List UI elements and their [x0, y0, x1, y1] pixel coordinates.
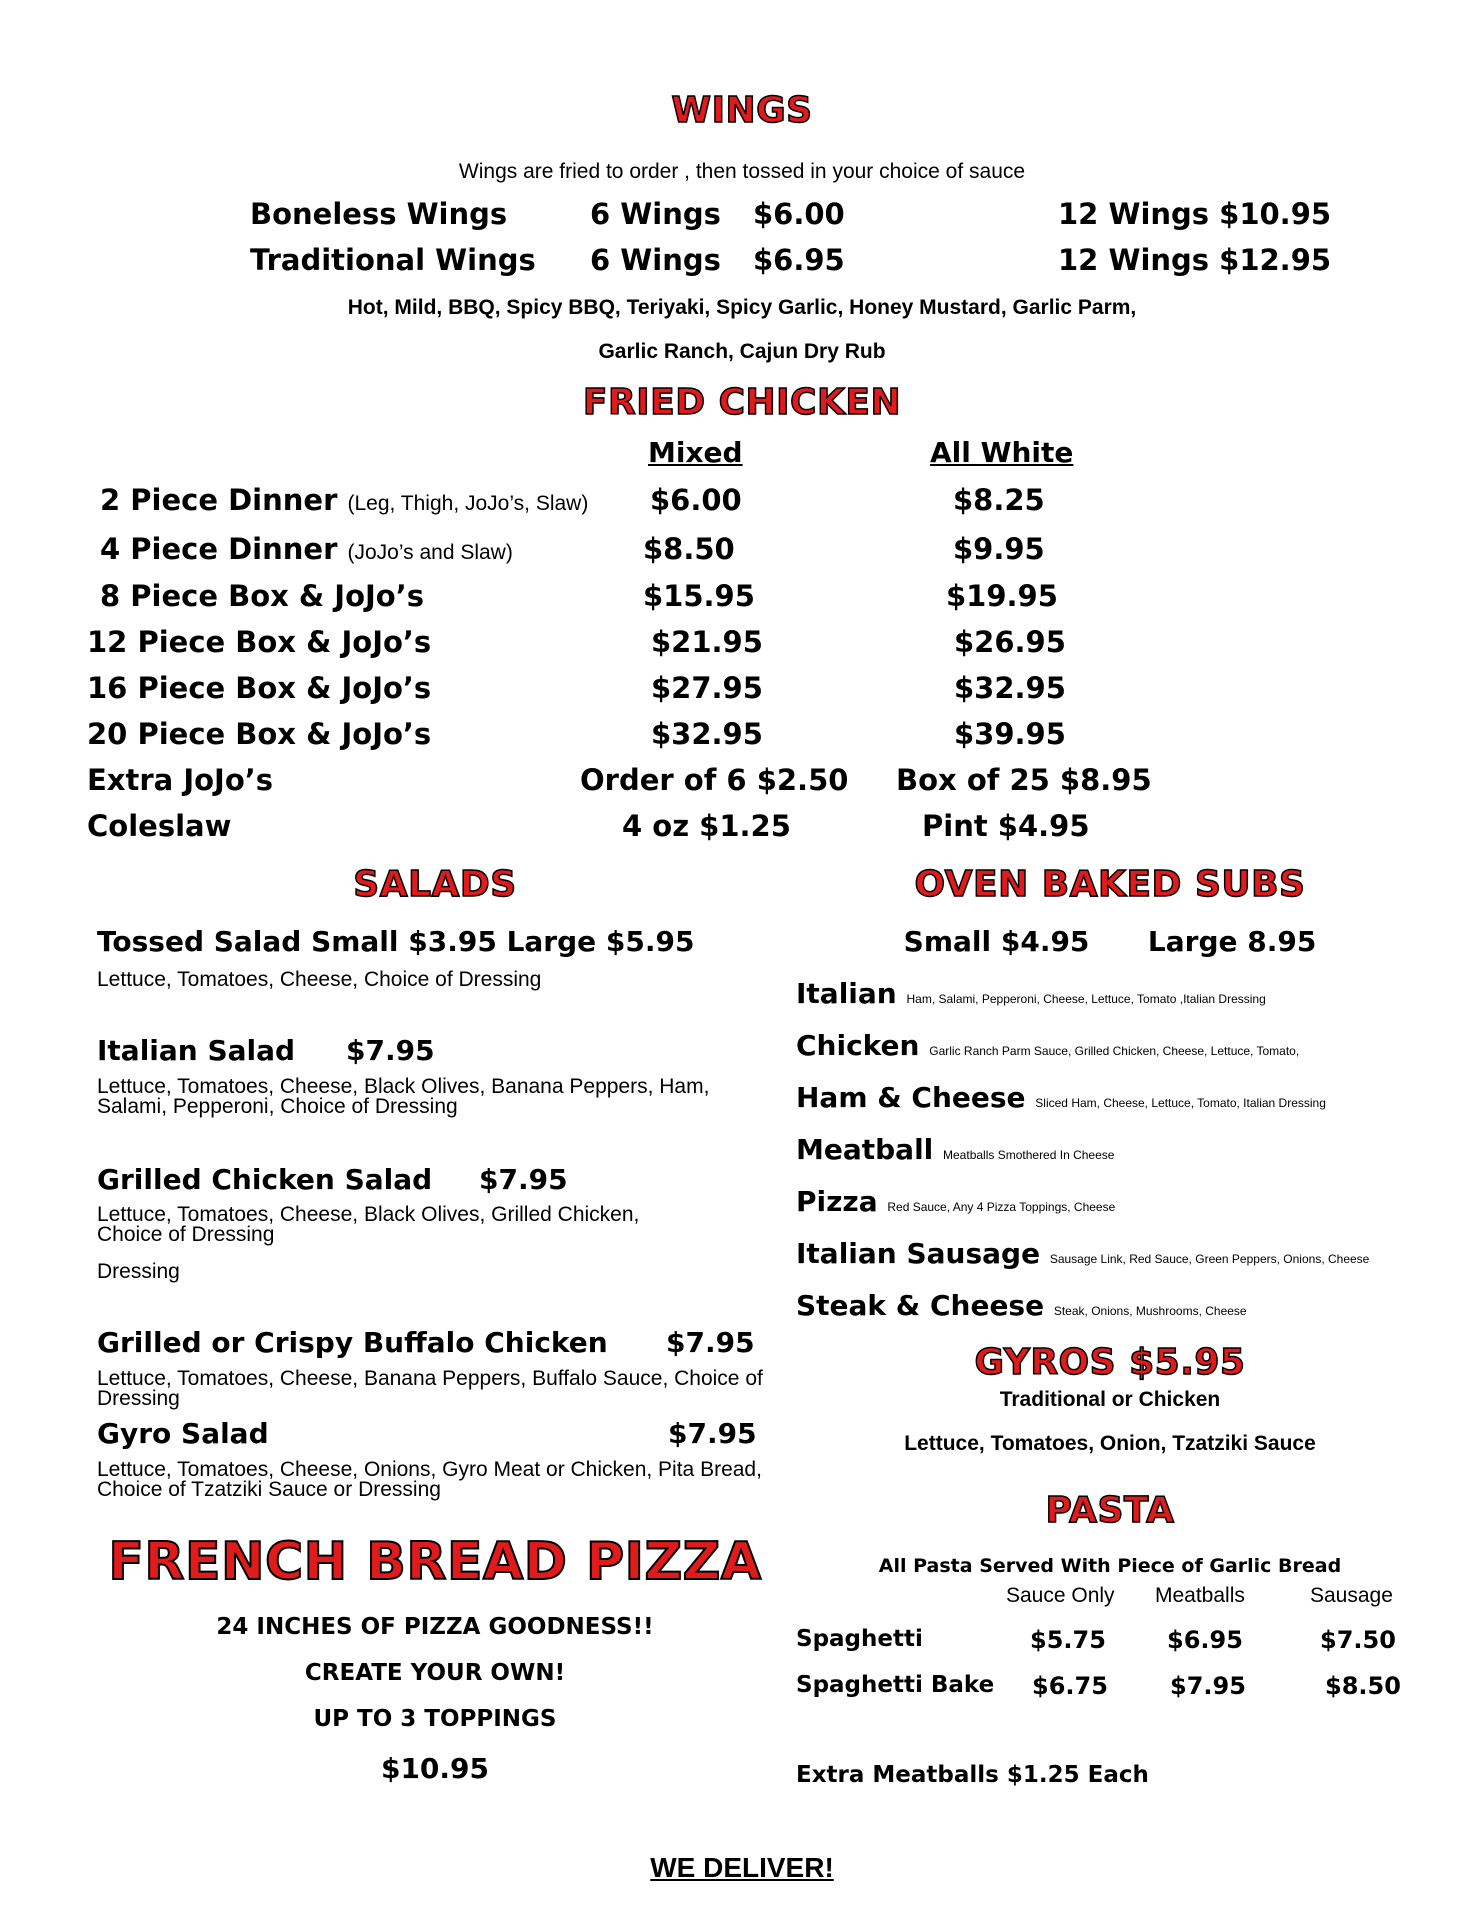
chicken-white-price: $19.95: [946, 579, 1058, 613]
chicken-mixed-price: $15.95: [643, 579, 755, 613]
chicken-item-name: 12 Piece Box & JoJo’s: [87, 625, 432, 659]
chicken-white-price: $9.95: [953, 532, 1045, 566]
gyros-line2: Lettuce, Tomatoes, Onion, Tzatziki Sauce: [904, 1432, 1316, 1455]
sub-item: [796, 1289, 1247, 1322]
salads-title: SALADS: [353, 864, 517, 905]
pasta-price: $8.50: [1325, 1672, 1401, 1700]
sub-name: Italian Sausage: [796, 1237, 1041, 1270]
sub-item: [796, 1237, 1369, 1270]
chicken-item-name: Extra JoJo’s: [87, 763, 274, 797]
chicken-white-price: $32.95: [954, 671, 1066, 705]
col-white-header: All White: [930, 436, 1074, 469]
chicken-item-name: 4 Piece Dinner: [100, 532, 338, 566]
salad-desc: Lettuce, Tomatoes, Cheese, Black Olives, Grilled Chicken, Choice of Dressing: [97, 1203, 640, 1246]
sub-name: Steak & Cheese: [796, 1289, 1045, 1322]
sub-desc: Red Sauce, Any 4 Pizza Toppings, Cheese: [887, 1200, 1116, 1214]
wings-row-large: 12 Wings $12.95: [1058, 243, 1332, 277]
salad-price: $7.95: [346, 1034, 435, 1067]
sub-name: Italian: [796, 977, 897, 1010]
sub-item: [796, 1029, 1299, 1062]
salad-price: $7.95: [668, 1417, 757, 1450]
chicken-item-note: (JoJo’s and Slaw): [347, 541, 513, 564]
wings-row-large: 12 Wings $10.95: [1058, 197, 1332, 231]
pasta-item-name: Spaghetti: [796, 1626, 923, 1652]
chicken-item: [100, 483, 588, 517]
chicken-mixed-price: $32.95: [651, 717, 763, 751]
pasta-price: $7.50: [1320, 1626, 1396, 1654]
sub-desc: Steak, Onions, Mushrooms, Cheese: [1053, 1304, 1247, 1318]
salad-desc: Lettuce, Tomatoes, Cheese, Choice of Dressing: [97, 968, 542, 991]
salad-price: $7.95: [666, 1326, 755, 1359]
chicken-white-price: Box of 25 $8.95: [896, 763, 1152, 797]
pizza-title: FRENCH BREAD PIZZA: [108, 1532, 762, 1592]
salad-name: Gyro Salad: [97, 1417, 269, 1450]
wings-row-small: 6 Wings: [590, 243, 721, 277]
chicken-white-price: Pint $4.95: [922, 809, 1090, 843]
wings-row-small-price: $6.95: [753, 243, 845, 277]
sub-item: [796, 1081, 1326, 1114]
chicken-mixed-price: 4 oz $1.25: [622, 809, 791, 843]
pasta-price: $5.75: [1030, 1626, 1106, 1654]
col-mixed-header: Mixed: [648, 436, 743, 469]
wings-row-small-price: $6.00: [753, 197, 845, 231]
chicken-white-price: $8.25: [953, 483, 1045, 517]
chicken-item-name: 8 Piece Box & JoJo’s: [100, 579, 425, 613]
pasta-note: All Pasta Served With Piece of Garlic Bread: [878, 1555, 1342, 1577]
pizza-line3: UP TO 3 TOPPINGS: [313, 1706, 557, 1732]
chicken-white-price: $26.95: [954, 625, 1066, 659]
salad-name: Grilled Chicken Salad: [97, 1163, 433, 1196]
sub-name: Chicken: [796, 1029, 920, 1062]
pasta-col-header: Sauce Only: [1006, 1584, 1115, 1607]
wings-intro: Wings are fried to order , then tossed in your choice of sauce: [458, 160, 1026, 183]
chicken-item: [100, 532, 513, 566]
gyros-title: GYROS $5.95: [974, 1342, 1246, 1383]
pasta-col-header: Meatballs: [1155, 1584, 1245, 1607]
salad-desc: Lettuce, Tomatoes, Cheese, Onions, Gyro Meat or Chicken, Pita Bread, Choice of Tzatziki Sauce or Dressing: [97, 1458, 762, 1501]
wings-row-name: Traditional Wings: [250, 243, 536, 277]
fried-chicken-title: FRIED CHICKEN: [582, 382, 902, 423]
salad-desc: Lettuce, Tomatoes, Cheese, Black Olives, Banana Peppers, Ham, Salami, Pepperoni, Choice of Dressing: [97, 1075, 710, 1118]
chicken-mixed-price: $8.50: [643, 532, 735, 566]
pasta-price: $6.75: [1032, 1672, 1108, 1700]
chicken-mixed-price: $21.95: [651, 625, 763, 659]
pasta-item-name: Spaghetti Bake: [796, 1672, 995, 1698]
wings-sauces-line2: Garlic Ranch, Cajun Dry Rub: [598, 340, 886, 363]
salad-desc-extra: Dressing: [97, 1260, 180, 1283]
sub-name: Meatball: [796, 1133, 934, 1166]
gyros-line1: Traditional or Chicken: [999, 1388, 1221, 1411]
chicken-item-name: 20 Piece Box & JoJo’s: [87, 717, 432, 751]
subs-sizes: Small $4.95 Large 8.95: [903, 925, 1317, 958]
we-deliver: WE DELIVER!: [650, 1852, 834, 1883]
sub-desc: Meatballs Smothered In Cheese: [943, 1148, 1115, 1162]
sub-name: Pizza: [796, 1185, 878, 1218]
pasta-price: $6.95: [1167, 1626, 1243, 1654]
subs-title: OVEN BAKED SUBS: [914, 864, 1306, 905]
chicken-item-note: (Leg, Thigh, JoJo’s, Slaw): [347, 492, 589, 515]
chicken-item-name: 2 Piece Dinner: [100, 483, 338, 517]
sub-item: [796, 1185, 1115, 1218]
sub-desc: Garlic Ranch Parm Sauce, Grilled Chicken, Cheese, Lettuce, Tomato,: [929, 1044, 1300, 1058]
salad-price: $7.95: [479, 1163, 568, 1196]
wings-row-small: 6 Wings: [590, 197, 721, 231]
wings-sauces-line1: Hot, Mild, BBQ, Spicy BBQ, Teriyaki, Spicy Garlic, Honey Mustard, Garlic Parm,: [347, 296, 1137, 319]
chicken-mixed-price: Order of 6 $2.50: [580, 763, 849, 797]
sub-desc: Ham, Salami, Pepperoni, Cheese, Lettuce, Tomato ,Italian Dressing: [906, 992, 1266, 1006]
sub-item: [796, 1133, 1114, 1166]
chicken-item-name: Coleslaw: [87, 809, 232, 843]
sub-desc: Sausage Link, Red Sauce, Green Peppers, Onions, Cheese: [1049, 1252, 1370, 1266]
pasta-title: PASTA: [1045, 1490, 1175, 1531]
chicken-item-name: 16 Piece Box & JoJo’s: [87, 671, 432, 705]
salad-desc: Lettuce, Tomatoes, Cheese, Banana Peppers, Buffalo Sauce, Choice of Dressing: [97, 1367, 763, 1410]
pizza-line1: 24 INCHES OF PIZZA GOODNESS!!: [216, 1614, 654, 1640]
pasta-extra: Extra Meatballs $1.25 Each: [796, 1762, 1149, 1788]
chicken-mixed-price: $6.00: [650, 483, 742, 517]
wings-row-name: Boneless Wings: [250, 197, 508, 231]
chicken-mixed-price: $27.95: [651, 671, 763, 705]
chicken-white-price: $39.95: [954, 717, 1066, 751]
sub-name: Ham & Cheese: [796, 1081, 1026, 1114]
sub-item: [796, 977, 1266, 1010]
salad-name: Tossed Salad Small $3.95 Large $5.95: [97, 925, 695, 958]
pasta-col-header: Sausage: [1310, 1584, 1393, 1607]
sub-desc: Sliced Ham, Cheese, Lettuce, Tomato, Italian Dressing: [1035, 1096, 1326, 1110]
salad-name: Grilled or Crispy Buffalo Chicken: [97, 1326, 608, 1359]
wings-title: WINGS: [671, 90, 813, 131]
pasta-price: $7.95: [1170, 1672, 1246, 1700]
pizza-line2: CREATE YOUR OWN!: [304, 1660, 566, 1686]
salad-name: Italian Salad: [97, 1034, 296, 1067]
pizza-price: $10.95: [380, 1752, 490, 1785]
